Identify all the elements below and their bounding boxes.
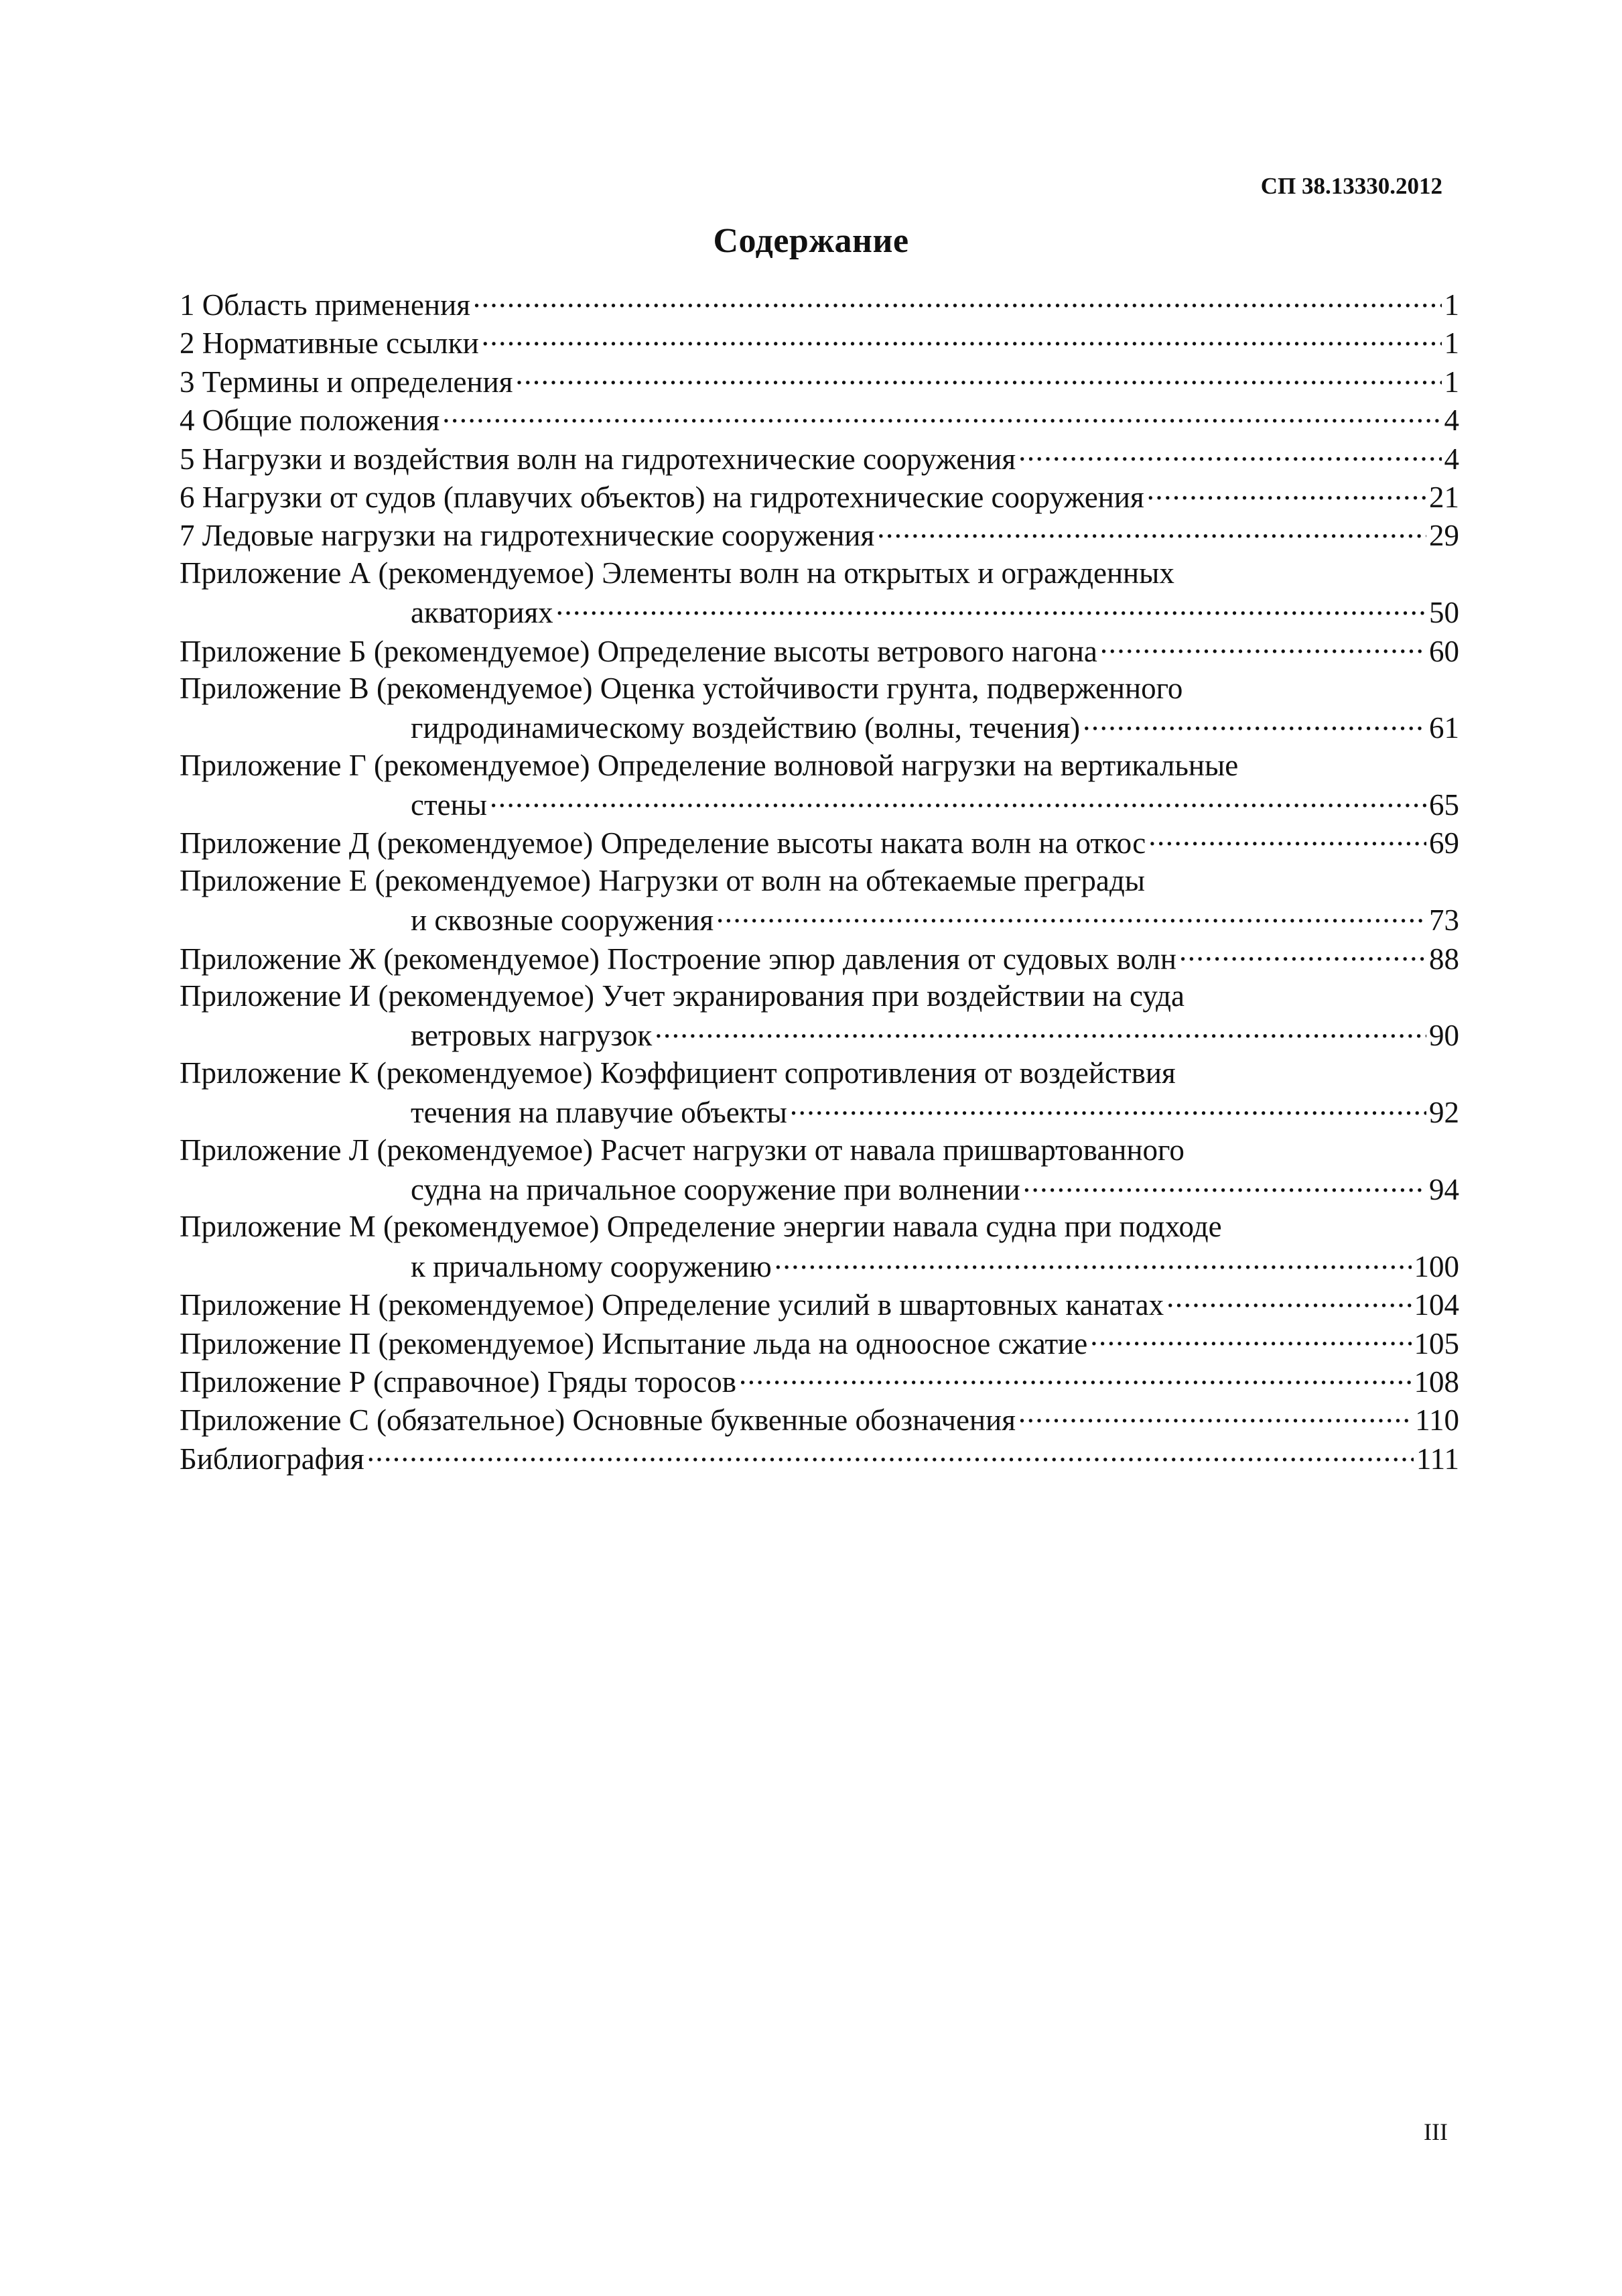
toc-leader-dots: [1018, 439, 1441, 469]
toc-entry-title: к причальному сооружению: [411, 1249, 772, 1283]
toc-leader-dots: [790, 1092, 1426, 1123]
toc-entry: [180, 323, 1459, 361]
toc-entry-page: 1: [1444, 326, 1459, 361]
toc-entry: [180, 1324, 1459, 1362]
toc-entry: [180, 747, 1459, 785]
toc-leader-dots: [739, 1362, 1412, 1392]
toc-entry-title: Приложение Р (справочное) Гряды торосов: [180, 1364, 736, 1399]
toc-entry: [180, 862, 1459, 900]
table-of-contents: [180, 285, 1459, 1477]
toc-leader-dots: [556, 592, 1426, 623]
toc-entry-page: 65: [1429, 788, 1459, 822]
toc-entry-page: 104: [1414, 1288, 1459, 1322]
toc-entry-title: Приложение П (рекомендуемое) Испытание льда на одноосное сжатие: [180, 1326, 1088, 1360]
toc-leader-dots: [716, 900, 1426, 930]
toc-entry-title: Приложение Г (рекомендуемое) Определение волновой нагрузки на вертикальные: [180, 748, 1239, 782]
toc-entry-title: и сквозные сооружения: [411, 903, 714, 938]
toc-entry-title: Приложение Е (рекомендуемое) Нагрузки от волн на обтекаемые преграды: [180, 863, 1146, 897]
toc-entry: [180, 708, 1459, 746]
toc-entry: [180, 1092, 1459, 1131]
toc-entry-title: Приложение К (рекомендуемое) Коэффициент сопротивления от воздействия: [180, 1056, 1176, 1090]
toc-entry-title: 7 Ледовые нагрузки на гидротехнические сооружения: [180, 519, 875, 553]
toc-entry: [180, 1208, 1459, 1246]
toc-entry: [180, 362, 1459, 400]
toc-entry-page: 94: [1429, 1172, 1459, 1206]
toc-entry-page: 73: [1429, 903, 1459, 938]
page-title: Содержание: [713, 222, 909, 260]
toc-entry: [180, 631, 1459, 669]
toc-entry-title: Приложение С (обязательное) Основные буквенные обозначения: [180, 1403, 1016, 1438]
page-number: III: [1424, 2118, 1448, 2145]
toc-entry-page: 50: [1429, 596, 1459, 630]
toc-entry-title: Приложение И (рекомендуемое) Учет экранирования при воздействии на суда: [180, 979, 1185, 1013]
toc-entry: [180, 400, 1459, 438]
toc-entry: [180, 1285, 1459, 1323]
toc-entry-title: Библиография: [180, 1442, 364, 1476]
toc-entry: [180, 554, 1459, 592]
toc-entry: [180, 1247, 1459, 1285]
toc-entry-title: Приложение В (рекомендуемое) Оценка устойчивости грунта, подверженного: [180, 671, 1183, 705]
toc-entry-page: 4: [1444, 403, 1459, 438]
toc-entry-title: судна на причальное сооружение при волнении: [411, 1172, 1020, 1206]
toc-leader-dots: [1023, 1169, 1426, 1200]
toc-leader-dots: [1179, 939, 1426, 969]
toc-leader-dots: [367, 1439, 1414, 1469]
toc-entry: [180, 285, 1459, 323]
toc-entry-title: акваториях: [411, 596, 553, 630]
toc-leader-dots: [515, 362, 1441, 392]
toc-leader-dots: [1147, 477, 1426, 507]
toc-leader-dots: [877, 515, 1426, 546]
toc-entry-title: 5 Нагрузки и воздействия волн на гидротехнические сооружения: [180, 442, 1016, 476]
toc-entry-page: 21: [1429, 480, 1459, 514]
toc-leader-dots: [482, 323, 1442, 353]
toc-entry-title: течения на плавучие объекты: [411, 1096, 787, 1130]
toc-entry: [180, 1400, 1459, 1438]
toc-entry: [180, 515, 1459, 554]
toc-entry-title: ветровых нагрузок: [411, 1019, 653, 1053]
document-code: СП 38.13330.2012: [1260, 173, 1442, 199]
toc-leader-dots: [1100, 631, 1426, 661]
toc-entry: [180, 900, 1459, 938]
toc-leader-dots: [1018, 1400, 1412, 1430]
toc-leader-dots: [1090, 1324, 1411, 1354]
toc-entry-title: Приложение Ж (рекомендуемое) Построение эпюр давления от судовых волн: [180, 942, 1176, 976]
toc-entry-title: 6 Нагрузки от судов (плавучих объектов) на гидротехнические сооружения: [180, 480, 1144, 514]
toc-leader-dots: [655, 1015, 1426, 1045]
toc-entry: [180, 1015, 1459, 1054]
toc-entry: [180, 823, 1459, 861]
toc-entry-title: стены: [411, 788, 487, 822]
toc-entry-title: Приложение Д (рекомендуемое) Определение высоты наката волн на откос: [180, 826, 1146, 860]
toc-entry-title: 2 Нормативные ссылки: [180, 326, 479, 361]
toc-entry: [180, 1131, 1459, 1169]
toc-entry: [180, 1054, 1459, 1092]
toc-entry: [180, 939, 1459, 977]
toc-entry-page: 110: [1415, 1403, 1459, 1438]
toc-entry-page: 92: [1429, 1096, 1459, 1130]
toc-entry-page: 88: [1429, 942, 1459, 976]
toc-entry-page: 69: [1429, 826, 1459, 860]
toc-entry-page: 111: [1416, 1442, 1459, 1476]
toc-entry: [180, 1439, 1459, 1477]
toc-entry-title: 1 Область применения: [180, 288, 470, 322]
toc-leader-dots: [774, 1247, 1412, 1277]
toc-entry-title: Приложение Н (рекомендуемое) Определение усилий в швартовных канатах: [180, 1288, 1164, 1322]
toc-entry-page: 90: [1429, 1019, 1459, 1053]
toc-leader-dots: [1166, 1285, 1411, 1315]
toc-entry-title: Приложение А (рекомендуемое) Элементы волн на открытых и огражденных: [180, 556, 1174, 590]
toc-entry: [180, 592, 1459, 631]
toc-entry-page: 1: [1444, 365, 1459, 399]
toc-entry-title: гидродинамическому воздействию (волны, течения): [411, 711, 1081, 745]
toc-leader-dots: [490, 785, 1426, 815]
toc-entry-page: 105: [1414, 1326, 1459, 1360]
toc-entry-page: 4: [1444, 442, 1459, 476]
toc-leader-dots: [473, 285, 1442, 315]
toc-entry: [180, 477, 1459, 515]
toc-entry-title: Приложение Л (рекомендуемое) Расчет нагрузки от навала пришвартованного: [180, 1133, 1185, 1167]
toc-entry: [180, 1169, 1459, 1208]
toc-entry: [180, 439, 1459, 477]
toc-entry-page: 1: [1444, 288, 1459, 322]
toc-entry: [180, 977, 1459, 1015]
toc-leader-dots: [1083, 708, 1426, 738]
toc-entry-title: 4 Общие положения: [180, 403, 440, 438]
toc-leader-dots: [1148, 823, 1426, 853]
toc-entry: [180, 785, 1459, 823]
toc-entry-title: Приложение М (рекомендуемое) Определение энергии навала судна при подходе: [180, 1210, 1222, 1244]
toc-entry-title: Приложение Б (рекомендуемое) Определение высоты ветрового нагона: [180, 634, 1097, 668]
toc-entry-page: 108: [1414, 1364, 1459, 1399]
toc-entry-page: 60: [1429, 634, 1459, 668]
toc-entry-page: 61: [1429, 711, 1459, 745]
toc-entry-page: 29: [1429, 519, 1459, 553]
toc-entry: [180, 669, 1459, 708]
toc-entry: [180, 1362, 1459, 1400]
toc-entry-page: 100: [1414, 1249, 1459, 1283]
toc-leader-dots: [442, 400, 1441, 430]
toc-entry-title: 3 Термины и определения: [180, 365, 513, 399]
